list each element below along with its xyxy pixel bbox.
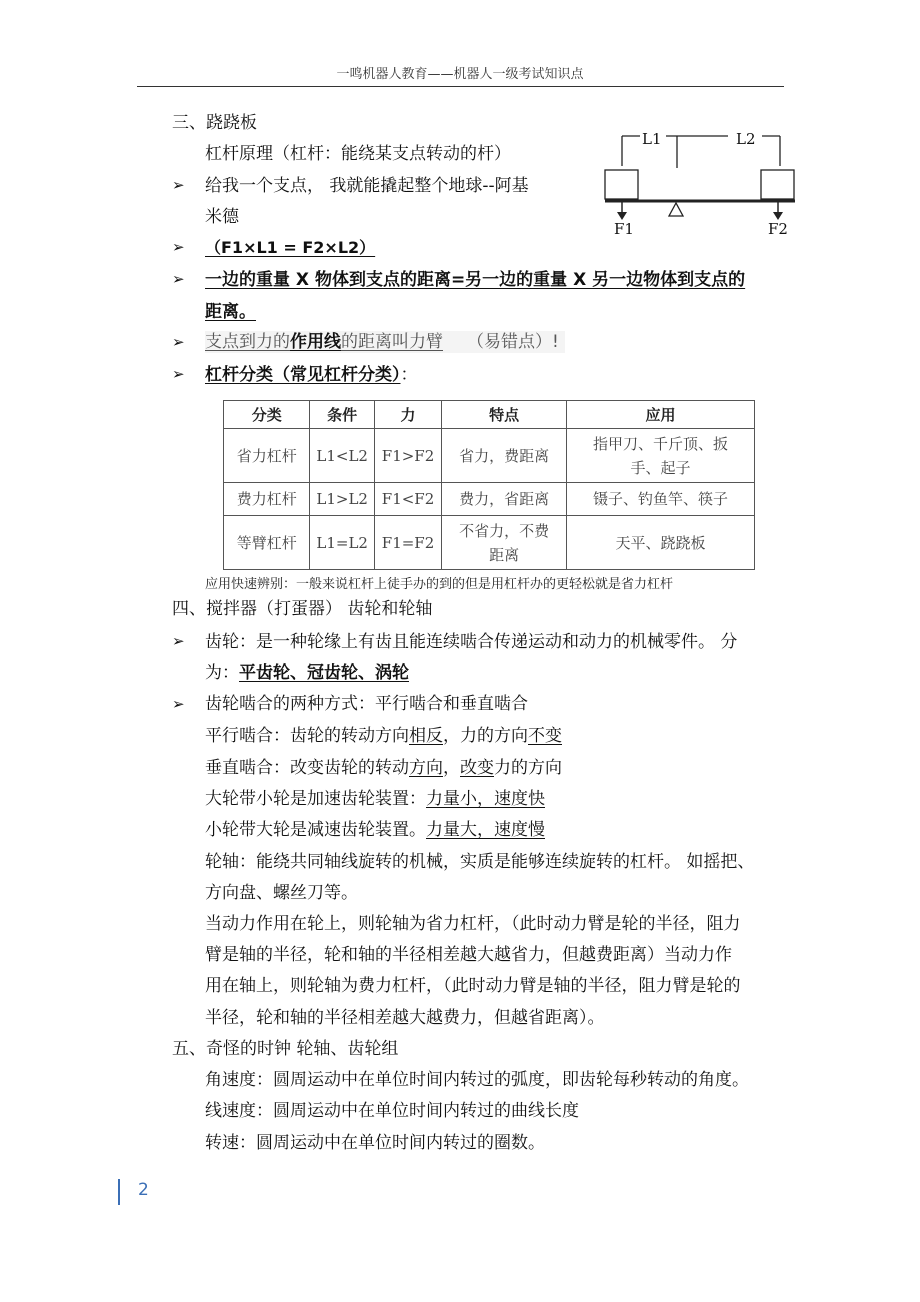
table-cell: 不省力，不费距离 [442,516,567,570]
archimedes-quote-line2: 米德 [205,207,239,227]
table-cell: 指甲刀、千斤顶、扳手、起子 [566,429,754,483]
archimedes-quote-line1: 给我一个支点， 我就能撬起整个地球--阿基 [205,176,529,196]
vertical-mesh-comma: ， [443,758,460,778]
table-row [224,429,755,483]
bullet-icon: ➢ [172,695,185,713]
gear-types-list: 平齿轮、冠齿轮、涡轮 [239,663,409,683]
lever-rule-line1: 一边的重量 X 物体到支点的距离=另一边的重量 X 另一边物体到支点的 [205,270,746,290]
table-header-cell: 分类 [224,401,310,429]
wheel-axle-definition-line2: 方向盘、螺丝刀等。 [205,883,358,903]
lever-classification-colon: ： [400,365,418,385]
parallel-mesh-text: 平行啮合：齿轮的转动方向 [205,726,409,746]
parallel-mesh-keyword-1: 相反 [409,726,443,746]
f1-arrow-head [617,212,627,220]
speed-up-gear-text: 大轮带小轮是加速齿轮装置： [205,789,426,809]
table-cell: 省力，费距离 [442,429,567,483]
rotation-speed: 转速：圆周运动中在单位时间内转过的圈数。 [205,1133,545,1153]
force-arm-definition [205,331,565,353]
table-cell: L1<L2 [310,429,374,483]
lever-diagram [600,126,800,241]
vertical-mesh [205,757,562,779]
table-header-cell: 力 [374,401,441,429]
slow-down-gear-text: 小轮带大轮是减速齿轮装置。 [205,820,426,840]
table-cell: F1>F2 [374,429,441,483]
vertical-mesh-text-2: 力的方向 [494,758,562,778]
left-weight-box [605,170,638,199]
bullet-icon: ➢ [172,632,185,650]
vertical-mesh-keyword-2: 改变 [460,758,494,778]
fulcrum-triangle [669,203,683,216]
table-header-cell: 应用 [566,401,754,429]
l2-label: L2 [736,130,756,148]
bullet-icon: ➢ [172,333,185,351]
f2-arrow-head [773,212,783,220]
right-weight-box [761,170,794,199]
angular-velocity: 角速度：圆周运动中在单位时间内转过的弧度，即齿轮每秒转动的角度。 [205,1070,749,1090]
bullet-icon: ➢ [172,270,185,288]
section-3-title: 三、跷跷板 [172,113,257,133]
speed-up-gear-effect: 力量小，速度快 [426,789,545,809]
slow-down-gear [205,819,545,841]
wheel-axle-paragraph-line1: 当动力作用在轮上，则轮轴为省力杠杆，（此时动力臂是轮的半径，阻力 [205,914,741,934]
bullet-icon: ➢ [172,238,185,256]
section-5-title: 五、奇怪的时钟 轮轴、齿轮组 [172,1039,399,1059]
page-number-bar [118,1179,120,1205]
page-number: 2 [138,1180,149,1200]
wheel-axle-paragraph-line3: 用在轴上，则轮轴为费力杠杆，（此时动力臂是轴的半径，阻力臂是轮的 [205,976,741,996]
table-cell: F1<F2 [374,483,441,516]
parallel-mesh [205,725,562,747]
table-header-cell: 特点 [442,401,567,429]
table-cell: 等臂杠杆 [224,516,310,570]
parallel-mesh-text-2: ，力的方向 [443,726,528,746]
force-arm-part2: 的距离叫力臂 [341,332,443,352]
force-arm-keyword: 作用线 [290,332,341,352]
table-cell: 天平、跷跷板 [566,516,754,570]
f1-label: F1 [614,220,634,238]
lever-principle: 杠杆原理（杠杆：能绕某支点转动的杆） [205,144,511,164]
linear-velocity: 线速度：圆周运动中在单位时间内转过的曲线长度 [205,1101,579,1121]
force-arm-part1: 支点到力的 [205,332,290,352]
lever-classification-table [223,400,755,570]
wheel-axle-paragraph-line4: 半径，轮和轴的半径相差越大越费力，但越省距离）。 [205,1008,605,1028]
vertical-mesh-keyword-1: 方向 [409,758,443,778]
table-cell: 镊子、钓鱼竿、筷子 [566,483,754,516]
lever-rule-line2: 距离。 [205,302,256,322]
table-row [224,516,755,570]
speed-up-gear [205,788,545,810]
header-divider [137,86,784,87]
slow-down-gear-effect: 力量大，速度慢 [426,820,545,840]
l1-label: L1 [642,130,662,148]
table-cell: 费力杠杆 [224,483,310,516]
table-cell: 省力杠杆 [224,429,310,483]
vertical-mesh-text: 垂直啮合：改变齿轮的转动 [205,758,409,778]
gear-definition-line1: 齿轮：是一种轮缘上有齿且能连续啮合传递运动和动力的机械零件。 分 [205,632,738,652]
error-prone-note: （易错点）! [467,332,559,352]
table-cell: 费力，省距离 [442,483,567,516]
lever-classification-label: 杠杆分类（常见杠杆分类） [205,365,401,385]
table-cell: L1>L2 [310,483,374,516]
lever-formula: （F1×L1 = F2×L2） [205,238,376,257]
bullet-icon: ➢ [172,176,185,194]
gear-types [205,662,409,684]
f2-label: F2 [768,220,788,238]
wheel-axle-definition-line1: 轮轴：能绕共同轴线旋转的机械，实质是能够连续旋转的杠杆。 如摇把、 [205,852,755,872]
gear-types-prefix: 为： [205,663,239,683]
table-header-row [224,401,755,429]
table-row [224,483,755,516]
quick-identification-note: 应用快速辨别：一般来说杠杆上徒手办的到的但是用杠杆办的更轻松就是省力杠杆 [205,577,674,592]
table-header-cell: 条件 [310,401,374,429]
section-4-title: 四、搅拌器（打蛋器） 齿轮和轮轴 [172,599,433,619]
gear-mesh-title: 齿轮啮合的两种方式：平行啮合和垂直啮合 [205,694,528,714]
bullet-icon: ➢ [172,365,185,383]
table-cell: L1=L2 [310,516,374,570]
table-cell: F1=F2 [374,516,441,570]
wheel-axle-paragraph-line2: 臂是轴的半径，轮和轴的半径相差越大越省力，但越费距离）当动力作 [205,945,732,965]
lever-classification-title [205,364,418,386]
parallel-mesh-keyword-2: 不变 [528,726,562,746]
page-header: 一鸣机器人教育——机器人一级考试知识点 [336,67,584,82]
